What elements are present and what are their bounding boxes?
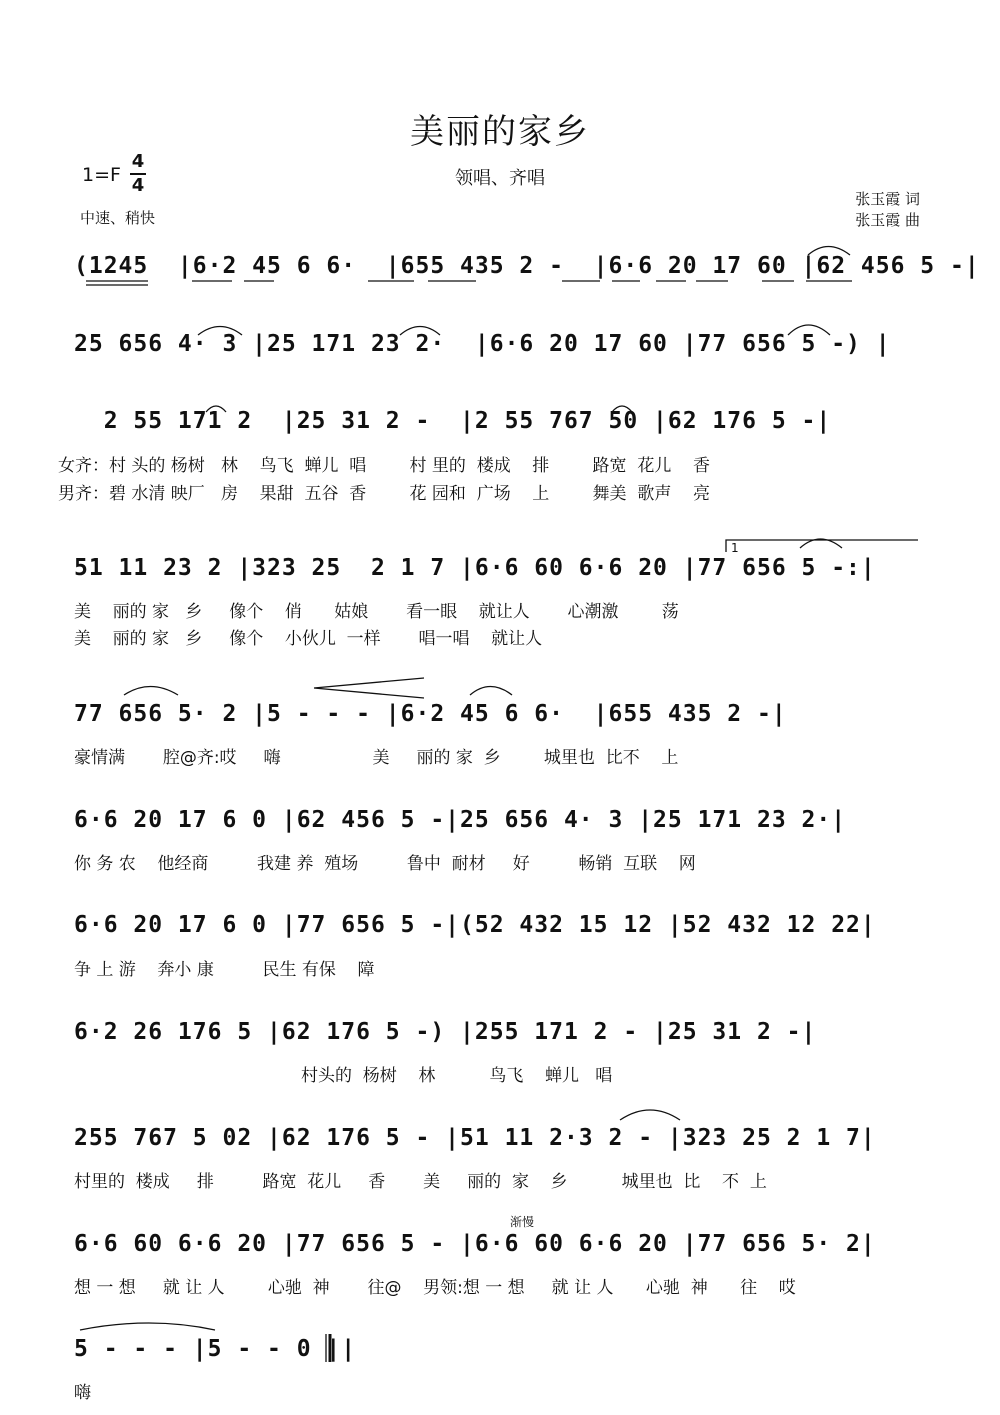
- meter-top: 4: [131, 151, 145, 172]
- notation-row: 6·6 20 17 6 0 |77 656 5 -|(52 432 15 12 |52 432 12 22|: [74, 912, 876, 938]
- notation-row: 6·6 60 6·6 20 |77 656 5 - |6·6 60 6·6 20 |77 656 5· 2|: [74, 1231, 876, 1257]
- lyricist-credit: 张玉霞 词: [855, 190, 920, 208]
- lyric-line: 争 上 游 奔小 康 民生 有保 障: [74, 960, 375, 980]
- lyric-line: 想 一 想 就 让 人 心驰 神 往@ 男领:想 一 想 就 让 人 心驰 神 往 哎: [74, 1278, 796, 1298]
- lyric-line: 豪情满 腔@齐:哎 嗨 美 丽的 家 乡 城里也 比不 上: [74, 748, 679, 768]
- notation-row: 51 11 23 2 |323 25 2 1 7 |6·6 60 6·6 20 |77 656 5 -:|: [74, 555, 876, 581]
- volta-number: 1: [731, 541, 739, 555]
- key-signature: 1=F: [82, 164, 121, 186]
- tempo-change: 渐慢: [510, 1215, 535, 1229]
- lyric-line: 你 务 农 他经商 我建 养 殖场 鲁中 耐材 好 畅销 互联 网: [74, 854, 696, 874]
- lyric-line: 美 丽的 家 乡 像个 小伙儿 一样 唱一唱 就让人: [74, 629, 543, 649]
- composer-credit: 张玉霞 曲: [855, 211, 920, 229]
- lyric-line: 嗨: [74, 1383, 91, 1403]
- lyric-line-male: 男齐：碧 水清 映厂 房 果甜 五谷 香 花 园和 广场 上 舞美 歌声 亮: [58, 484, 710, 504]
- song-title: 美丽的家乡: [410, 112, 590, 152]
- lyric-line: 村头的 杨树 林 鸟飞 蝉儿 唱: [74, 1066, 613, 1086]
- meter-bottom: 4: [131, 175, 145, 196]
- notation-row: 77 656 5· 2 |5 - - - |6·2 45 6 6· |655 435 2 -|: [74, 701, 787, 727]
- notation-row: 2 55 171 2 |25 31 2 - |2 55 767 50 |62 176 5 -|: [74, 408, 832, 434]
- notation-row: 255 767 5 02 |62 176 5 - |51 11 2·3 2 - |323 25 2 1 7|: [74, 1125, 876, 1151]
- performance-style: 领唱、齐唱: [455, 168, 545, 189]
- tempo-marking: 中速、稍快: [80, 209, 156, 227]
- notation-row: 6·2 26 176 5 |62 176 5 -) |255 171 2 - |25 31 2 -|: [74, 1019, 817, 1045]
- notation-row: 5 - - - |5 - - 0 ||: [74, 1336, 357, 1362]
- notation-row: 25 656 4· 3 |25 171 23 2· |6·6 20 17 60 |77 656 5 -) |: [74, 331, 891, 357]
- notation-row: (1245 |6·2 45 6 6· |655 435 2 - |6·6 20 17 60 |62 456 5 -|: [74, 253, 980, 279]
- notation-row: 6·6 20 17 6 0 |62 456 5 -|25 656 4· 3 |25 171 23 2·|: [74, 807, 847, 833]
- lyric-line: 村里的 楼成 排 路宽 花儿 香 美 丽的 家 乡 城里也 比 不 上: [74, 1172, 767, 1192]
- lyric-line: 美 丽的 家 乡 像个 俏 姑娘 看一眼 就让人 心潮激 荡: [74, 602, 679, 622]
- lyric-line-female: 女齐：村 头的 杨树 林 鸟飞 蝉儿 唱 村 里的 楼成 排 路宽 花儿 香: [58, 456, 710, 476]
